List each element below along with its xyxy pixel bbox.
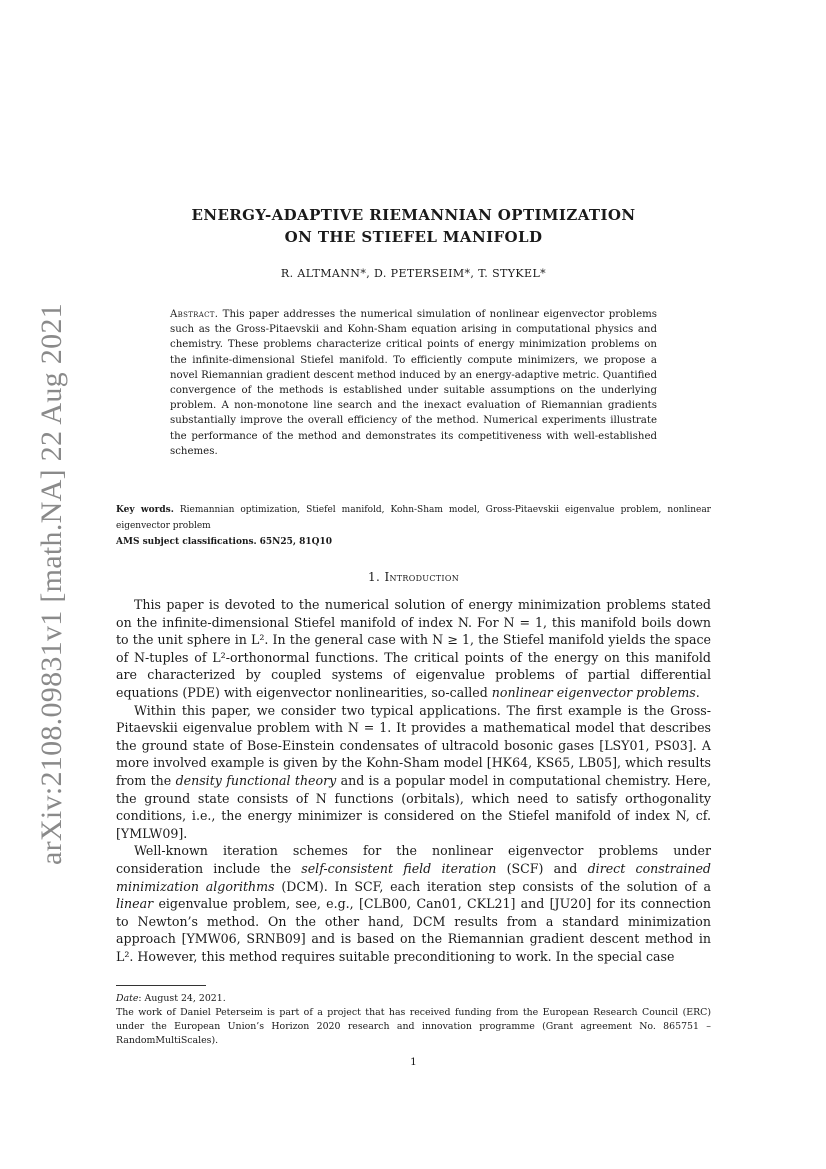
keywords-label: Key words. (116, 505, 174, 515)
paragraph-text: This paper is devoted to the numerical solution of energy minimization problems stated on the infinite-dimensional Stiefel manifold of index N. For N = 1, this manifold boils down to the unit sphere in L². In the general case with N ≥ 1, the Stiefel manifold yields the space of N-tuples of L²-orthonormal functions. The critical points of the energy on this manifold are characterized by coupled systems of eigenvalue problems of partial differential equations (PDE) with eigenvector nonlinearities, so-called (116, 597, 711, 700)
ams-codes: 65N25, 81Q10 (259, 537, 333, 547)
date-value: : August 24, 2021. (138, 993, 226, 1004)
section-title: Introduction (384, 570, 460, 584)
funding-footnote: The work of Daniel Peterseim is part of a project that has received funding from the European Research Council (ERC) under the European Union’s Horizon 2020 research and innovation programme (Grant agreement No. 865751 – RandomMultiScales). (116, 1007, 711, 1046)
emphasized-term: self-consistent field iteration (301, 860, 497, 876)
paragraph-text: (DCM). In SCF, each iteration step consists of the solution of a (274, 878, 711, 894)
page-number: 1 (410, 1056, 417, 1068)
emphasized-term: linear (116, 896, 154, 912)
abstract-text: This paper addresses the numerical simulation of nonlinear eigenvector problems such as the Gross-Pitaevskii and Kohn-Sham equation arising in computational physics and chemistry. These problems characterize critical points of energy minimization problems on the infinite-dimensional Stiefel manifold. To efficiently compute minimizers, we propose a novel Riemannian gradient descent method induced by an energy-adaptive metric. Quantified convergence of the methods is established under suitable assumptions on the underlying problem. A non-monotone line search and the inexact evaluation of Riemannian gradients substantially improve the overall efficiency of the method. Numerical experiments illustrate the performance of the method and demonstrates its competitiveness with well-established schemes. (170, 309, 657, 457)
paragraph-text: Within this paper, we consider two typical applications. The first example is the Gross-Pitaevskii eigenvalue problem with N = 1. It provides a mathematical model that describes the ground state of Bose-Einstein condensates of ultracold bosonic gases [LSY01, PS03]. A more involved example is given by the Kohn-Sham model [HK64, KS65, LB05], which results from the (116, 702, 711, 788)
paragraph-text: Well-known iteration schemes for the nonlinear eigenvector problems under consideration include the (116, 843, 711, 876)
keywords-text: Riemannian optimization, Stiefel manifold, Kohn-Sham model, Gross-Pitaevskii eigenvalue problem, nonlinear eigenvector problem (116, 505, 711, 531)
abstract (170, 307, 657, 459)
paragraph-text: and is a popular model in computational chemistry. Here, the ground state consists of N functions (orbitals), which need to satisfy orthogonality conditions, i.e., the energy minimizer is considered on the Stiefel manifold of index N, cf. [YMLW09]. (116, 772, 711, 841)
ams-label: AMS subject classifications. (116, 537, 257, 547)
footnotes (116, 992, 711, 1048)
keywords (116, 502, 711, 534)
emphasized-term: direct constrained minimization algorithms (116, 860, 711, 894)
arxiv-identifier-stamp: arXiv:2108.09831v1 [math.NA] 22 Aug 2021 (35, 303, 68, 865)
paragraph-text: eigenvalue problem, see, e.g., [CLB00, Can01, CKL21] and [JU20] for its connection to Newton’s method. On the other hand, DCM results from a standard minimization approach [YMW06, SRNB09] and is based on the Riemannian gradient descent method in L². However, this method requires suitable preconditioning to work. In the special case (116, 896, 711, 964)
paragraph-text: (SCF) and (496, 860, 588, 876)
date-footnote (116, 992, 711, 1006)
paragraph (116, 702, 711, 843)
footnote-rule (116, 985, 206, 986)
emphasized-term: density functional theory (175, 772, 337, 788)
paragraph (116, 596, 711, 702)
paper-title (116, 204, 711, 248)
section-heading (116, 570, 711, 584)
emphasized-term: nonlinear eigenvector problems (491, 684, 696, 700)
paragraph (116, 842, 711, 965)
section-number: 1. (367, 570, 381, 584)
introduction-body (116, 596, 711, 965)
author-list: R. ALTMANN*, D. PETERSEIM*, T. STYKEL* (280, 267, 547, 280)
title-line-1: ENERGY-ADAPTIVE RIEMANNIAN OPTIMIZATION (191, 206, 636, 224)
ams-classifications (116, 537, 711, 547)
title-line-2: ON THE STIEFEL MANIFOLD (284, 228, 543, 246)
abstract-label: Abstract. (170, 309, 219, 320)
date-label: Date (116, 993, 139, 1004)
paragraph-text: . (695, 684, 700, 700)
